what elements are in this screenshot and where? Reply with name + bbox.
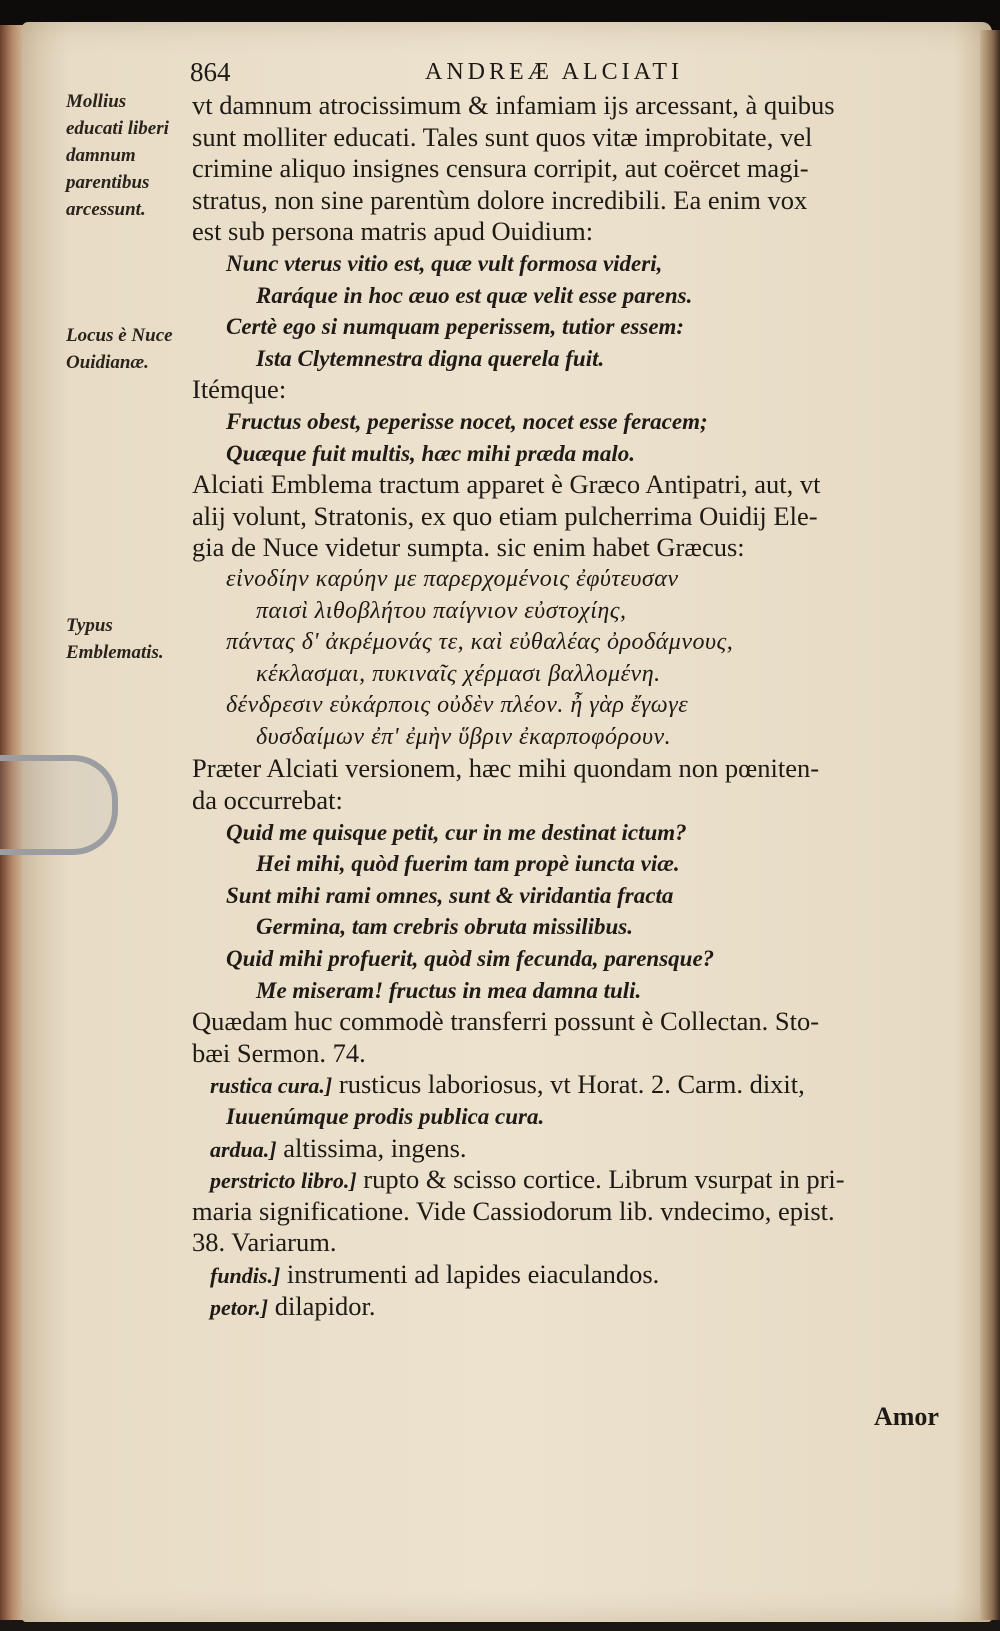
lemma-line	[192, 1133, 952, 1165]
lemma-gloss: dilapidor.	[268, 1290, 376, 1321]
lemma: petor.]	[210, 1294, 269, 1320]
greek-verse-line: παισὶ λιθοβλήτου παίγνιον εὐστοχίης,	[256, 597, 627, 624]
text-line: bæi Sermon. 74.	[192, 1037, 366, 1068]
text-line: maria significatione. Vide Cassiodorum lib. vndecimo, epist.	[192, 1195, 835, 1226]
lemma: fundis.]	[210, 1262, 281, 1288]
text-line: Quædam huc commodè transferri possunt è Collectan. Sto-	[192, 1006, 820, 1037]
page-clip	[0, 755, 118, 855]
lemma: rustica cura.]	[210, 1073, 333, 1099]
greek-verse-line: πάντας δ' ἀκρέμονάς τε, καὶ εὐθαλέας ὀροδάμνους,	[226, 629, 734, 656]
verse-line: Fructus obest, peperisse nocet, nocet esse feracem;	[226, 408, 708, 434]
lemma-line	[192, 1291, 952, 1323]
verse-line: Iuuenúmque prodis publica cura.	[226, 1104, 545, 1129]
lemma-line	[192, 1259, 952, 1291]
text-line: sunt molliter educati. Tales sunt quos vitæ improbitate, vel	[192, 121, 813, 152]
lemma: perstricto libro.]	[210, 1168, 357, 1194]
margin-note: Locus è Nuce Ouidianæ.	[66, 325, 173, 373]
lemma-gloss: rupto & scisso cortice. Librum vsurpat in pri-	[356, 1164, 845, 1195]
commentary-text	[192, 90, 952, 1322]
verse-line: Sunt mihi rami omnes, sunt & viridantia fracta	[226, 882, 674, 908]
text-line: est sub persona matris apud Ouidium:	[192, 216, 594, 247]
text-line: 38. Variarum.	[192, 1227, 337, 1258]
text-line: alij volunt, Stratonis, ex quo etiam pulcherrima Ouidij Ele-	[192, 500, 818, 531]
greek-verse-line: κέκλασμαι, πυκιναῖς χέρμασι βαλλομένη.	[256, 660, 661, 687]
verse-line: Quid mihi profuerit, quòd sim fecunda, parensque?	[226, 946, 715, 972]
text-line: Itémque:	[192, 374, 287, 405]
margin-note: Mollius educati liberi damnum parentibus arcessunt.	[66, 91, 169, 220]
lemma-gloss: altissima, ingens.	[276, 1132, 467, 1163]
verse-line: Nunc vterus vitio est, quæ vult formosa videri,	[226, 250, 663, 276]
text-line: vt damnum atrocissimum & infamiam ijs arcessant, à quibus	[192, 90, 835, 120]
lemma: ardua.]	[210, 1136, 277, 1162]
page-number: 864	[190, 57, 231, 87]
verse-line: Quæque fuit multis, hæc mihi præda malo.	[226, 440, 635, 466]
text-line: Præter Alciati versionem, hæc mihi quondam non pœniten-	[192, 753, 820, 784]
lemma-gloss: instrumenti ad lapides eiaculandos.	[280, 1258, 660, 1289]
greek-verse-line: εἰνοδίην καρύην με παρερχομένοις ἐφύτευσαν	[226, 565, 679, 592]
text-line: gia de Nuce videtur sumpta. sic enim habet Græcus:	[192, 532, 745, 563]
text-line: stratus, non sine parentùm dolore incredibili. Ea enim vox	[192, 184, 808, 215]
text-line: da occurrebat:	[192, 785, 343, 816]
lemma-gloss: rusticus laboriosus, vt Horat. 2. Carm. dixit,	[332, 1069, 805, 1100]
verse-line: Me miseram! fructus in mea damna tuli.	[256, 977, 642, 1003]
verse-line: Germina, tam crebris obruta missilibus.	[256, 914, 634, 940]
greek-verse-line: δένδρεσιν εὐκάρποις οὐδὲν πλέον. ἦ γὰρ ἔγωγε	[226, 692, 689, 719]
catchword: Amor	[874, 1402, 939, 1431]
verse-line: Raráque in hoc æuo est quæ velit esse parens.	[256, 282, 693, 308]
greek-verse-line: δυσδαίμων ἐπ' ἐμὴν ὕβριν ἐκαρποφόρουν.	[256, 723, 672, 750]
verse-line: Certè ego si numquam peperissem, tutior essem:	[226, 314, 685, 340]
text-line: crimine aliquo insignes censura corripit, aut coërcet magi-	[192, 153, 809, 184]
verse-line: Ista Clytemnestra digna querela fuit.	[256, 345, 605, 371]
running-title: ANDREÆ ALCIATI	[425, 59, 683, 85]
verse-line: Quid me quisque petit, cur in me destinat ictum?	[226, 819, 687, 845]
lemma-line	[192, 1069, 952, 1101]
text-line: Alciati Emblema tractum apparet è Græco Antipatri, aut, vt	[192, 469, 821, 500]
lemma-line	[192, 1164, 952, 1196]
page-stack-edge	[980, 30, 1000, 1620]
verse-line: Hei mihi, quòd fuerim tam propè iuncta viæ.	[256, 851, 680, 877]
margin-note: Typus Emblematis.	[66, 615, 164, 663]
